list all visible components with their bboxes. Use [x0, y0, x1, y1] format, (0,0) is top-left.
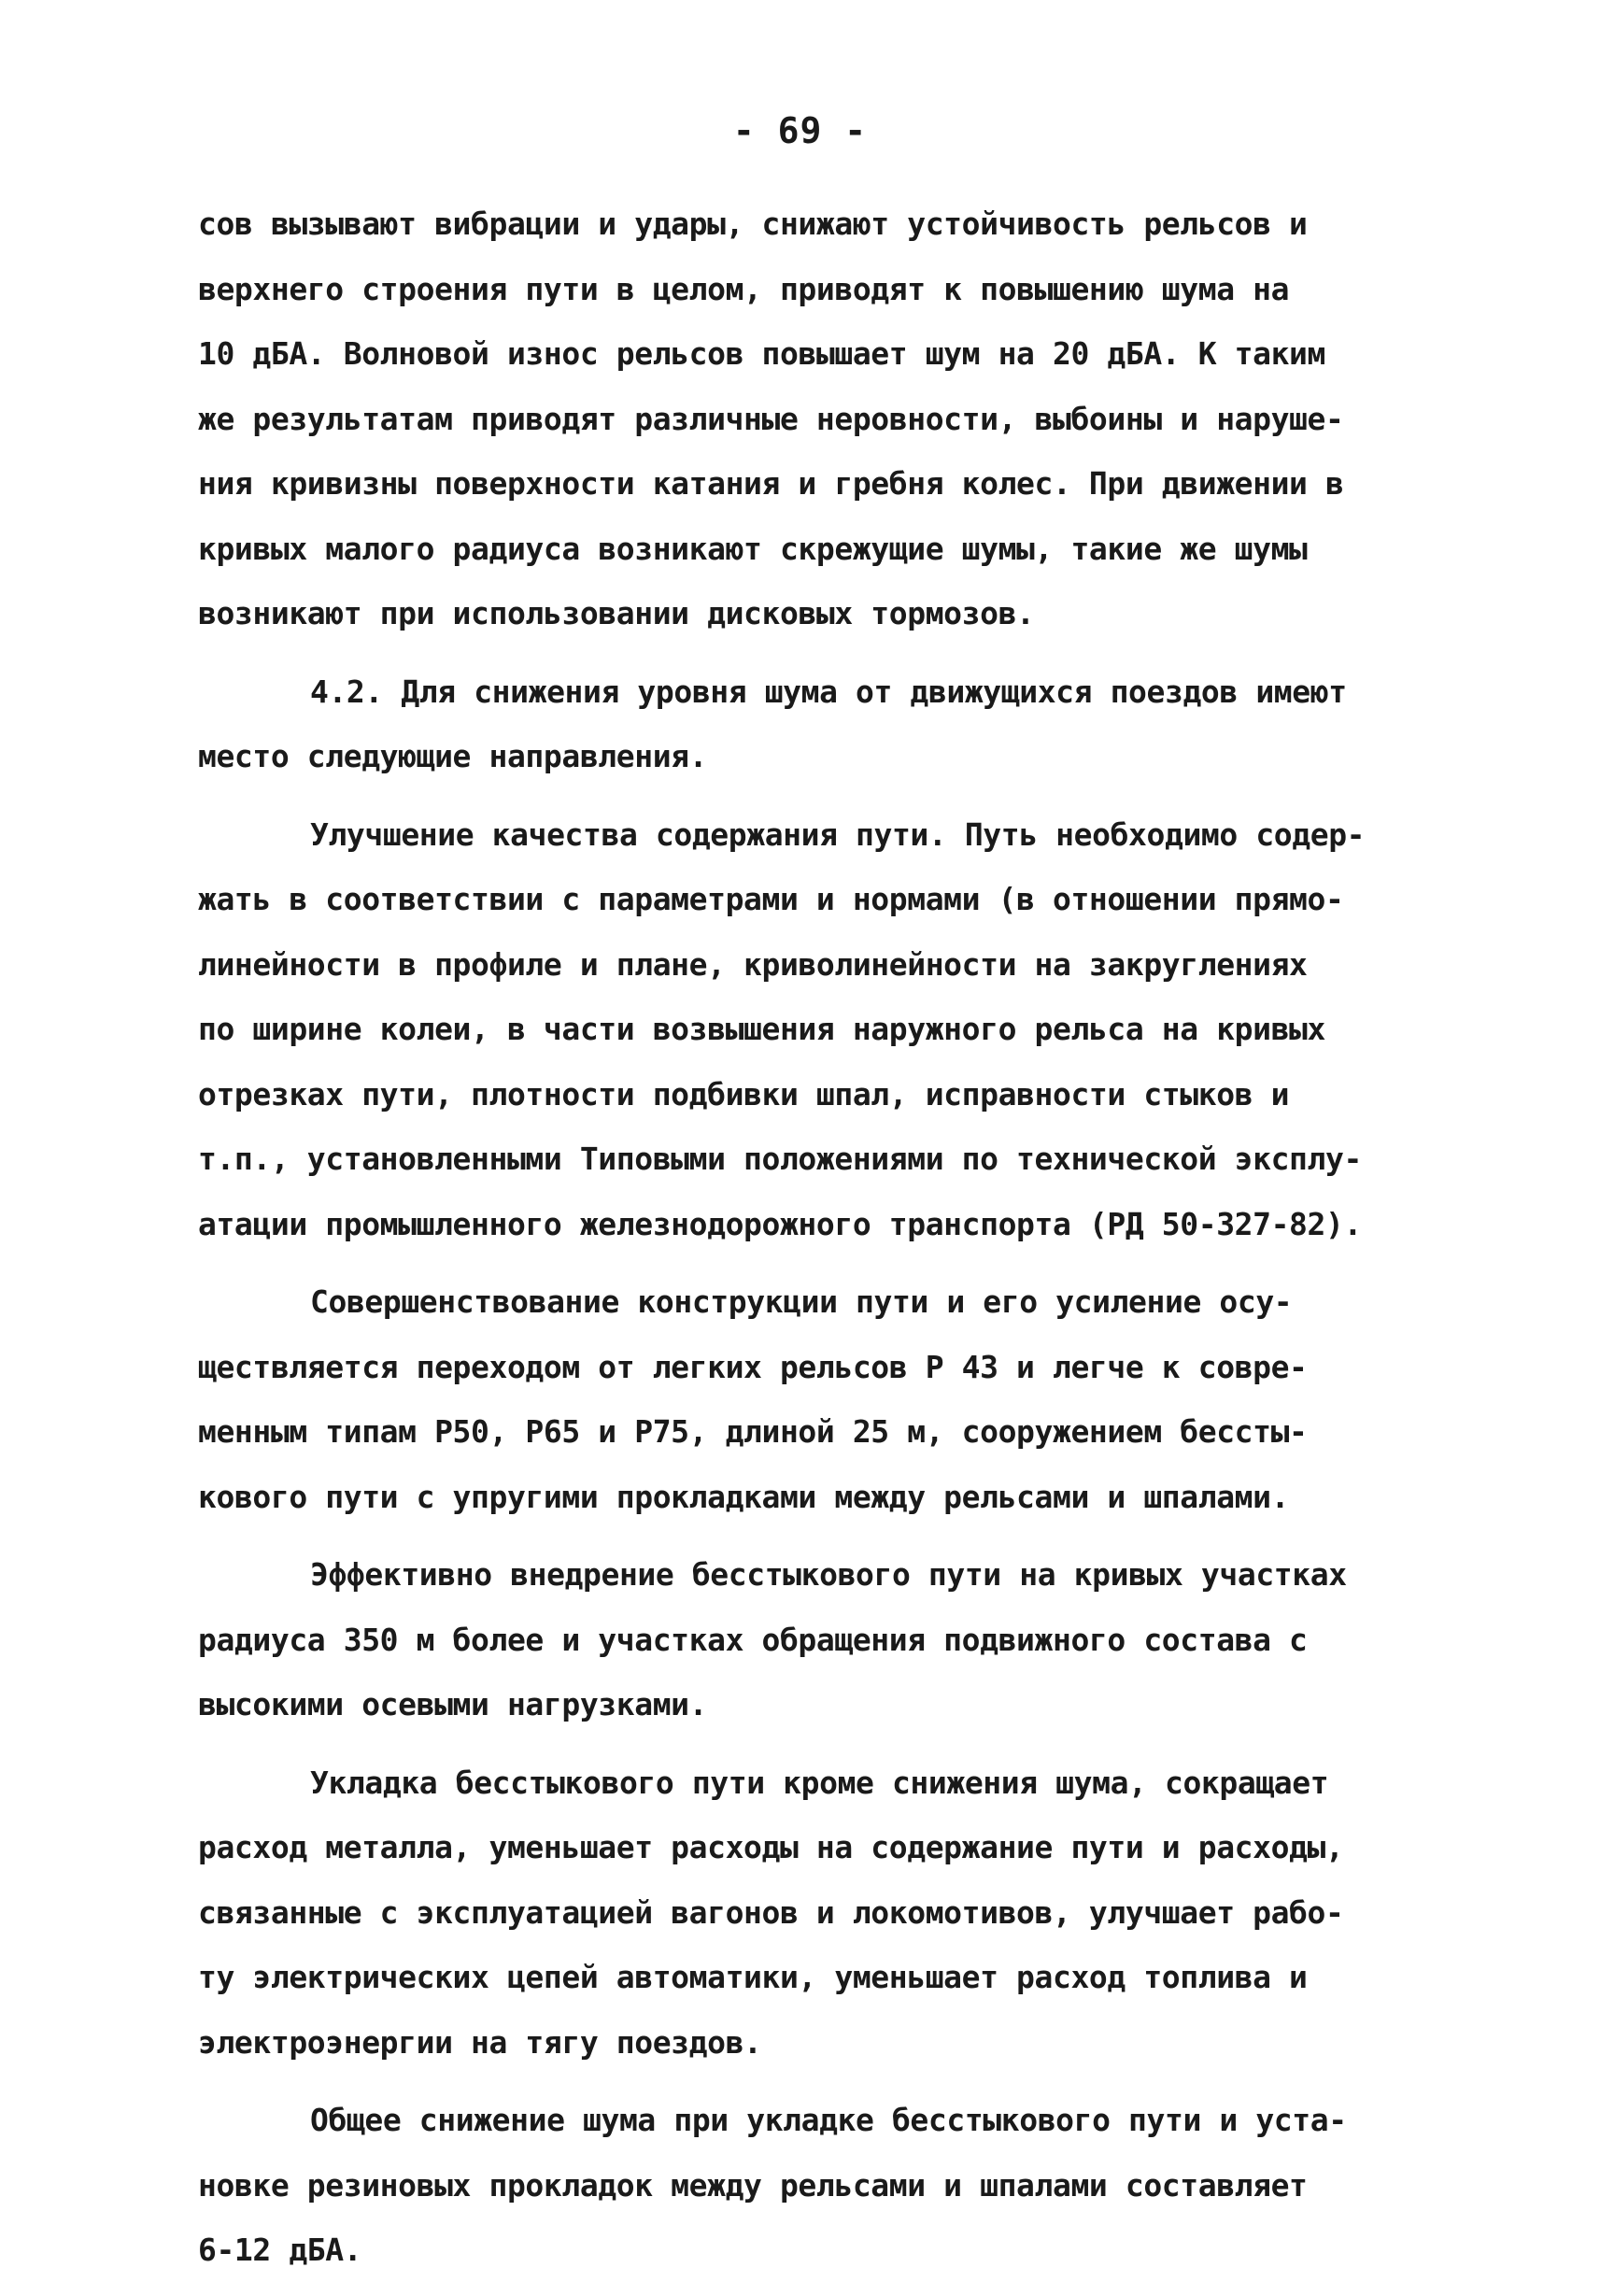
text-line: 4.2. Для снижения уровня шума от движущихся поездов имеют	[310, 673, 1347, 710]
text-line: электроэнергии на тягу поездов.	[198, 2023, 762, 2061]
paragraph	[198, 1542, 1454, 1737]
text-line: кового пути с упругими прокладками между рельсами и шпалами.	[198, 1478, 1290, 1515]
paragraph	[198, 191, 1454, 646]
paragraph	[198, 2088, 1454, 2283]
text-line: отрезках пути, плотности подбивки шпал, исправности стыков и	[198, 1075, 1290, 1113]
text-line: ту электрических цепей автоматики, уменьшает расход топлива и	[198, 1959, 1308, 1995]
text-line: место следующие направления.	[198, 738, 708, 774]
text-line: Общее снижение шума при укладке бесстыкового пути и уста-	[310, 2102, 1347, 2138]
text-line: Улучшение качества содержания пути. Путь необходимо содер-	[310, 815, 1366, 853]
text-line: Эффективно внедрение бесстыкового пути на кривых участках	[310, 1556, 1347, 1593]
paragraph	[198, 1750, 1454, 2076]
text-line: линейности в профиле и плане, криволинейности на закруглениях	[198, 945, 1308, 983]
text-line: Совершенствование конструкции пути и его усиление осу-	[310, 1283, 1293, 1320]
text-line: новке резиновых прокладок между рельсами и шпалами составляет	[198, 2166, 1308, 2204]
text-line: связанные с эксплуатацией вагонов и локомотивов, улучшает рабо-	[198, 1893, 1344, 1931]
body-text	[198, 191, 1454, 2296]
text-line: радиуса 350 м более и участках обращения подвижного состава с	[198, 1621, 1308, 1658]
text-line: расход металла, уменьшает расходы на содержание пути и расходы,	[198, 1829, 1344, 1865]
text-line: Укладка бесстыкового пути кроме снижения шума, сокращает	[310, 1764, 1329, 1801]
text-line: менным типам Р50, Р65 и Р75, длиной 25 м, сооружением бессты-	[198, 1413, 1308, 1450]
paragraph	[198, 1269, 1454, 1529]
text-line: кривых малого радиуса возникают скрежущие шумы, такие же шумы	[198, 530, 1308, 567]
text-line: по ширине колеи, в части возвышения наружного рельса на кривых	[198, 1011, 1325, 1047]
text-line: атации промышленного железнодорожного транспорта (РД 50-327-82).	[198, 1205, 1362, 1242]
text-line: т.п., установленными Типовыми положениями по технической эксплу-	[198, 1141, 1362, 1177]
paragraph	[198, 659, 1454, 789]
text-line: же результатам приводят различные неровности, выбоины и наруше-	[198, 400, 1344, 437]
page-number: - 69 -	[732, 110, 868, 151]
text-line: ния кривизны поверхности катания и гребня колес. При движении в	[198, 465, 1344, 502]
text-line: жать в соответствии с параметрами и нормами (в отношении прямо-	[198, 881, 1344, 917]
text-line: возникают при использовании дисковых тормозов.	[198, 595, 1035, 631]
text-line: высокими осевыми нагрузками.	[198, 1686, 708, 1722]
text-line: 10 дБА. Волновой износ рельсов повышает шум на 20 дБА. К таким	[198, 335, 1325, 372]
text-line: ществляется переходом от легких рельсов Р 43 и легче к совре-	[198, 1348, 1308, 1385]
text-line: сов вызывают вибрации и удары, снижают устойчивость рельсов и	[198, 206, 1308, 242]
text-line: верхнего строения пути в целом, приводят к повышению шума на	[198, 270, 1290, 307]
text-line: 6-12 дБА.	[198, 2232, 362, 2268]
paragraph	[198, 802, 1454, 1257]
